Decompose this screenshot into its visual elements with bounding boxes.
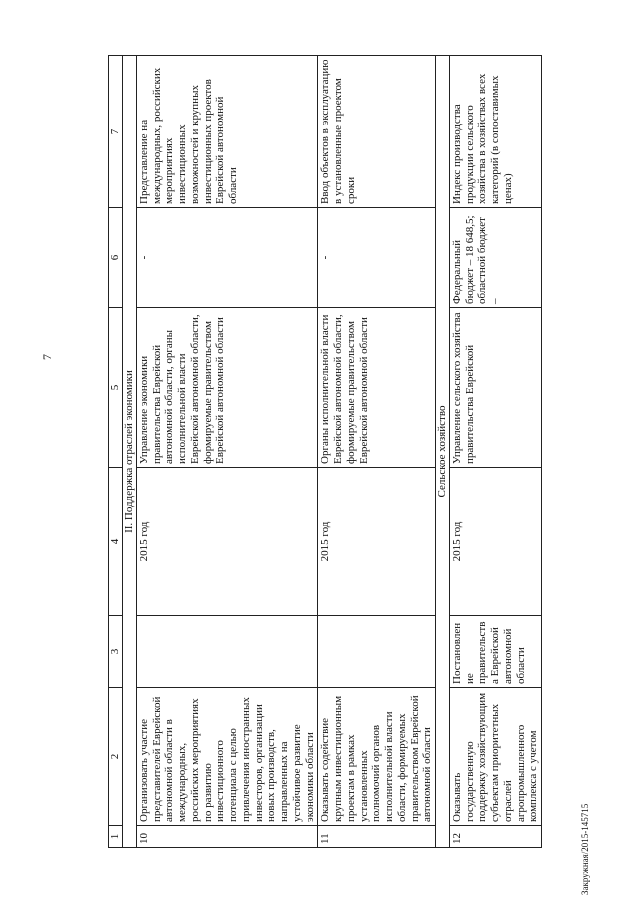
term-cell: 2015 год xyxy=(136,468,318,616)
document-cell: Постановление правительства Еврейской автономной области xyxy=(449,616,541,688)
subsection-title: Сельское хозяйство xyxy=(436,56,450,848)
header-cell: 4 xyxy=(109,468,123,616)
header-cell: 7 xyxy=(109,56,123,208)
row-num: 11 xyxy=(318,826,436,848)
result-cell: Ввод объектов в эксплуатацию в установленные проектом сроки xyxy=(318,56,436,208)
result-cell: Индекс производства продукции сельского хозяйства в хозяйствах всех категорий (в сопоставимых ценах) xyxy=(449,56,541,208)
subsection-row xyxy=(436,56,450,848)
measures-table xyxy=(108,55,542,848)
row-num: 10 xyxy=(136,826,318,848)
header-cell: 6 xyxy=(109,208,123,308)
result-cell: Представление на международных, российских мероприятиях инвестиционных возможностей и крупных инвестиционных проектов Еврейской автономной области xyxy=(136,56,318,208)
header-row xyxy=(109,56,123,848)
page-number: 7 xyxy=(40,354,54,360)
table-row xyxy=(136,56,318,848)
executor-cell: Органы исполнительной власти Еврейской автономной области, формируемые правительством Еврейской автономной области xyxy=(318,308,436,468)
table-row xyxy=(449,56,541,848)
header-cell: 2 xyxy=(109,688,123,826)
measure-cell: Организовать участие представителей Еврейской автономной области в международных, российских мероприятиях по развитию инвестиционного потенциала с целью привлечения иностранных инвесторов, организации новых производств, направленных на устойчивое развитие экономики области xyxy=(136,688,318,826)
table-row xyxy=(318,56,436,848)
finance-cell: - xyxy=(136,208,318,308)
finance-cell: Федеральный бюджет – 18 648,5; областной бюджет – xyxy=(449,208,541,308)
header-cell: 5 xyxy=(109,308,123,468)
rotated-table-container xyxy=(108,56,540,848)
executor-cell: Управление сельского хозяйства правительства Еврейской xyxy=(449,308,541,468)
term-cell: 2015 год xyxy=(449,468,541,616)
measure-cell: Оказывать содействие крупным инвестиционным проектам в рамках установленных полномочий органов исполнительной власти области, формируемых правительством Еврейской автономной области xyxy=(318,688,436,826)
section-title: II. Поддержка отраслей экономики xyxy=(123,56,137,848)
measure-cell: Оказывать государственную поддержку хозяйствующим субъектам приоритетных отраслей агропромышленного комплекса с учетом xyxy=(449,688,541,826)
term-cell: 2015 год xyxy=(318,468,436,616)
finance-cell: - xyxy=(318,208,436,308)
row-num: 12 xyxy=(449,826,541,848)
header-cell: 3 xyxy=(109,616,123,688)
document-cell xyxy=(136,616,318,688)
executor-cell: Управление экономики правительства Еврейской автономной области, органы исполнительной власти Еврейской автономной области, формируемые правительством Еврейской автономной области xyxy=(136,308,318,468)
footer-code: Закружная/2015-145715 xyxy=(580,803,590,895)
header-cell: 1 xyxy=(109,826,123,848)
document-cell xyxy=(318,616,436,688)
section-row xyxy=(123,56,137,848)
